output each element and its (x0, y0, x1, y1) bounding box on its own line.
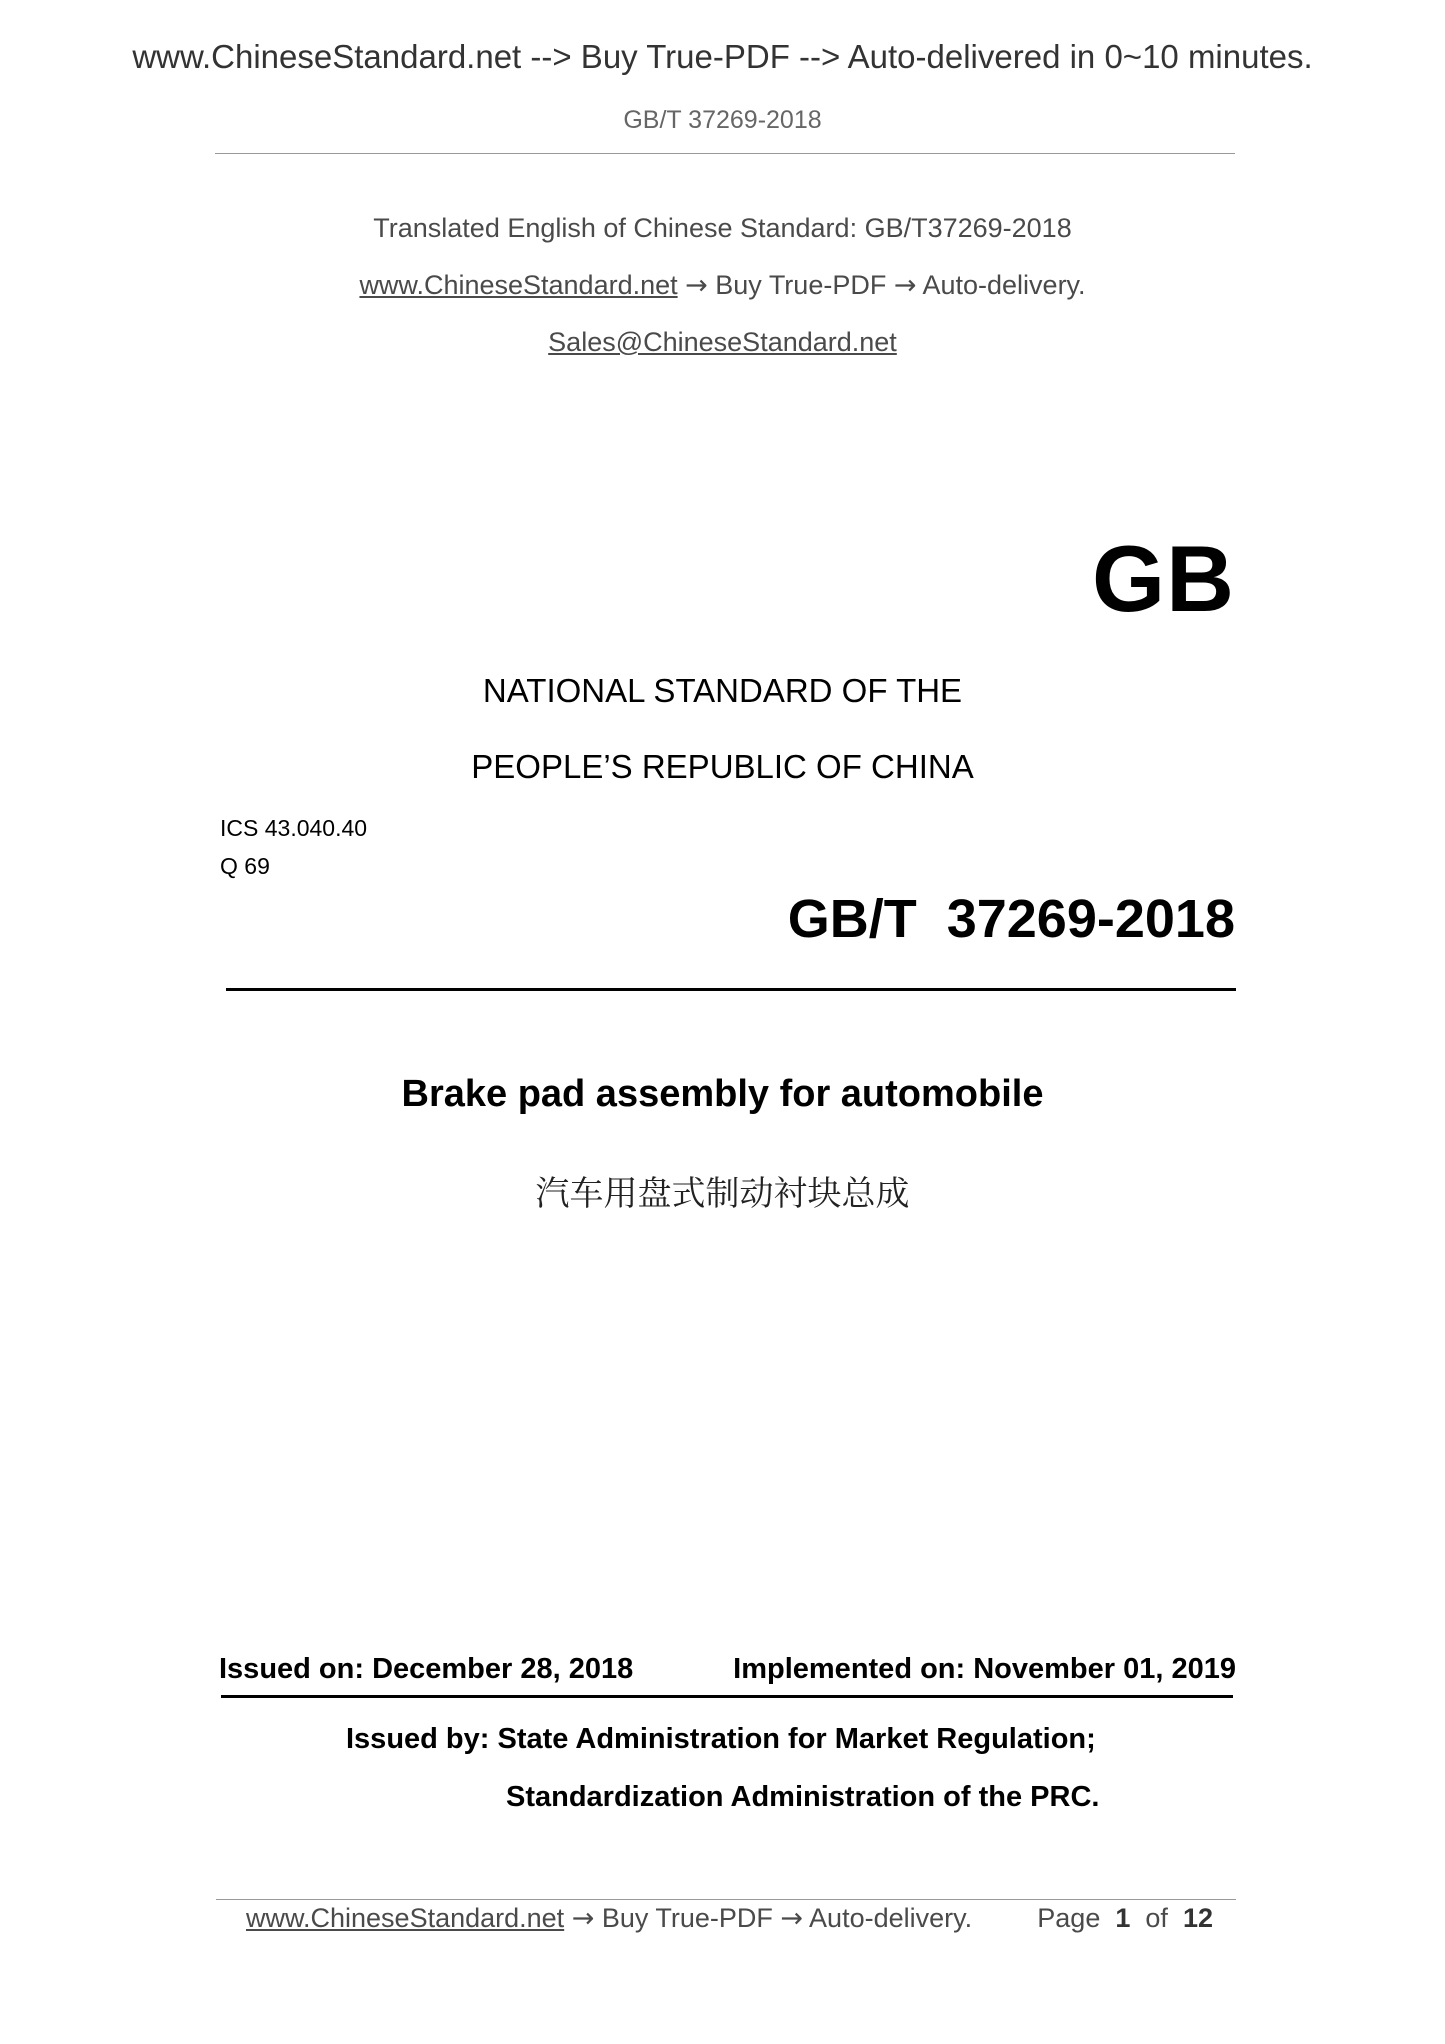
footer-site-link[interactable]: www.ChineseStandard.net (246, 1903, 565, 1933)
implemented-on-date: Implemented on: November 01, 2019 (733, 1653, 1236, 1685)
site-link[interactable]: www.ChineseStandard.net (359, 270, 678, 300)
footer-links (246, 1903, 972, 1934)
standard-number-divider (226, 988, 1236, 991)
footer-delivery-text: Auto-delivery. (809, 1903, 973, 1933)
header-divider (215, 153, 1235, 154)
purchase-link-line (0, 270, 1445, 301)
buy-text: Buy True-PDF (715, 270, 887, 300)
footer-divider (216, 1899, 1236, 1900)
sales-email-link[interactable]: Sales@ChineseStandard.net (548, 327, 897, 357)
national-standard-line-1: NATIONAL STANDARD OF THE (482, 672, 963, 709)
arrow-right-icon: → (780, 1903, 804, 1934)
page-total: 12 (1182, 1903, 1213, 1933)
ics-code: ICS 43.040.40 (220, 815, 368, 841)
delivery-text: Auto-delivery. (922, 270, 1086, 300)
document-title-en: Brake pad assembly for automobile (401, 1073, 1044, 1115)
national-standard-line-2: PEOPLE’S REPUBLIC OF CHINA (471, 748, 974, 785)
arrow-right-icon: → (571, 1903, 595, 1934)
issued-on-date: Issued on: December 28, 2018 (219, 1653, 634, 1685)
gb-mark: GB (1092, 526, 1235, 631)
header-code: GB/T 37269-2018 (623, 106, 822, 134)
standard-number: GB/T 37269-2018 (787, 889, 1235, 949)
page-number: 1 (1115, 1903, 1131, 1933)
arrow-right-icon: → (893, 270, 917, 301)
page-indicator (1037, 1903, 1213, 1934)
arrow-right-icon: → (685, 270, 708, 301)
footer-buy-text: Buy True-PDF (601, 1903, 773, 1933)
page-word: Page (1037, 1903, 1101, 1933)
of-word: of (1145, 1903, 1168, 1933)
sales-email-line (0, 327, 1445, 358)
top-banner: www.ChineseStandard.net --> Buy True-PDF --> Auto-delivered in 0~10 minutes. (132, 38, 1313, 75)
document-title-zh: 汽车用盘式制动衬块总成 (535, 1174, 910, 1214)
issued-by-line-2: Standardization Administration of the PRC. (506, 1781, 1100, 1813)
translated-line: Translated English of Chinese Standard: GB/T37269-2018 (373, 213, 1072, 243)
classification-code: Q 69 (220, 853, 270, 879)
issued-by-line-1: Issued by: State Administration for Market Regulation; (346, 1723, 1096, 1755)
dates-divider (221, 1695, 1233, 1698)
